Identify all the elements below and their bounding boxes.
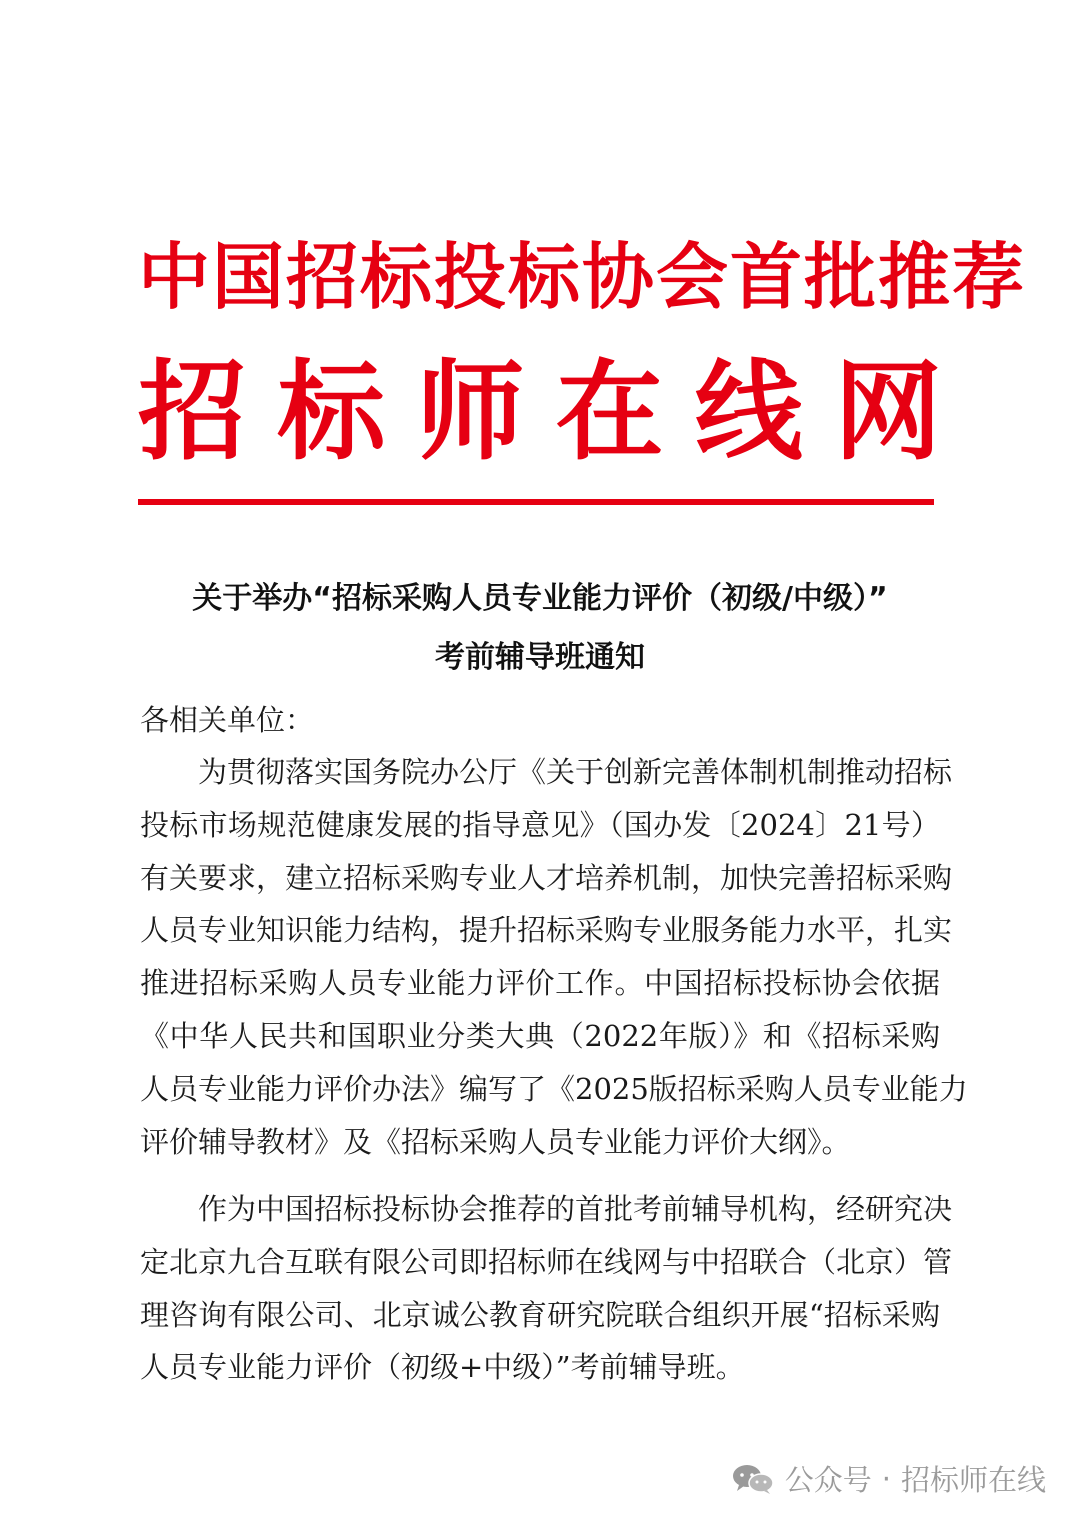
paragraph-line: 有关要求，建立招标采购专业人才培养机制，加快完善招标采购 (140, 860, 953, 895)
site-title-char: 标 (277, 350, 386, 475)
paragraph-line: 评价辅导教材》及《招标采购人员专业能力评价大纲》。 (140, 1124, 851, 1159)
body-paragraph-1 (140, 746, 968, 1168)
body-paragraph-2 (140, 1183, 953, 1394)
site-title-char: 网 (833, 350, 942, 475)
paragraph-line: 推进招标采购人员专业能力评价工作。中国招标投标协会依据 (140, 966, 940, 1001)
paragraph-line: 投标市场规范健康发展的指导意见》（国办发〔2024〕21号） (140, 807, 940, 842)
org-title: 中国招标投标协会首批推荐 (138, 235, 1027, 319)
paragraph-line: 人员专业能力评价办法》编写了《2025版招标采购人员专业能力 (140, 1071, 968, 1106)
watermark-label: 公众号 (784, 1463, 872, 1497)
notice-title-line2: 考前辅导班通知 (435, 640, 645, 675)
paragraph-line: 人员专业能力评价（初级+中级）”考前辅导班。 (140, 1350, 745, 1385)
watermark-separator: · (881, 1461, 891, 1496)
wechat-watermark (731, 1458, 1046, 1499)
site-title (138, 348, 942, 478)
paragraph-line: 定北京九合互联有限公司即招标师在线网与中招联合（北京）管 (140, 1244, 953, 1279)
wechat-icon (731, 1463, 775, 1495)
paragraph-line: 《中华人民共和国职业分类大典（2022年版）》和《招标采购 (140, 1018, 940, 1053)
paragraph-line: 人员专业知识能力结构，提升招标采购专业服务能力水平，扎实 (140, 913, 953, 948)
notice-title-line1: 关于举办“招标采购人员专业能力评价（初级/中级）” (192, 581, 888, 616)
paragraph-line: 为贯彻落实国务院办公厅《关于创新完善体制机制推动招标 (198, 755, 953, 789)
site-title-char: 线 (694, 350, 803, 475)
site-title-char: 师 (416, 350, 525, 475)
site-title-char: 在 (555, 350, 664, 475)
paragraph-line: 理咨询有限公司、北京诚公教育研究院联合组织开展“招标采购 (140, 1297, 940, 1332)
watermark-account: 招标师在线 (900, 1463, 1046, 1497)
salutation: 各相关单位： (140, 703, 315, 737)
paragraph-line: 作为中国招标投标协会推荐的首批考前辅导机构，经研究决 (198, 1192, 953, 1226)
header-divider (138, 499, 934, 505)
site-title-char: 招 (138, 350, 247, 475)
